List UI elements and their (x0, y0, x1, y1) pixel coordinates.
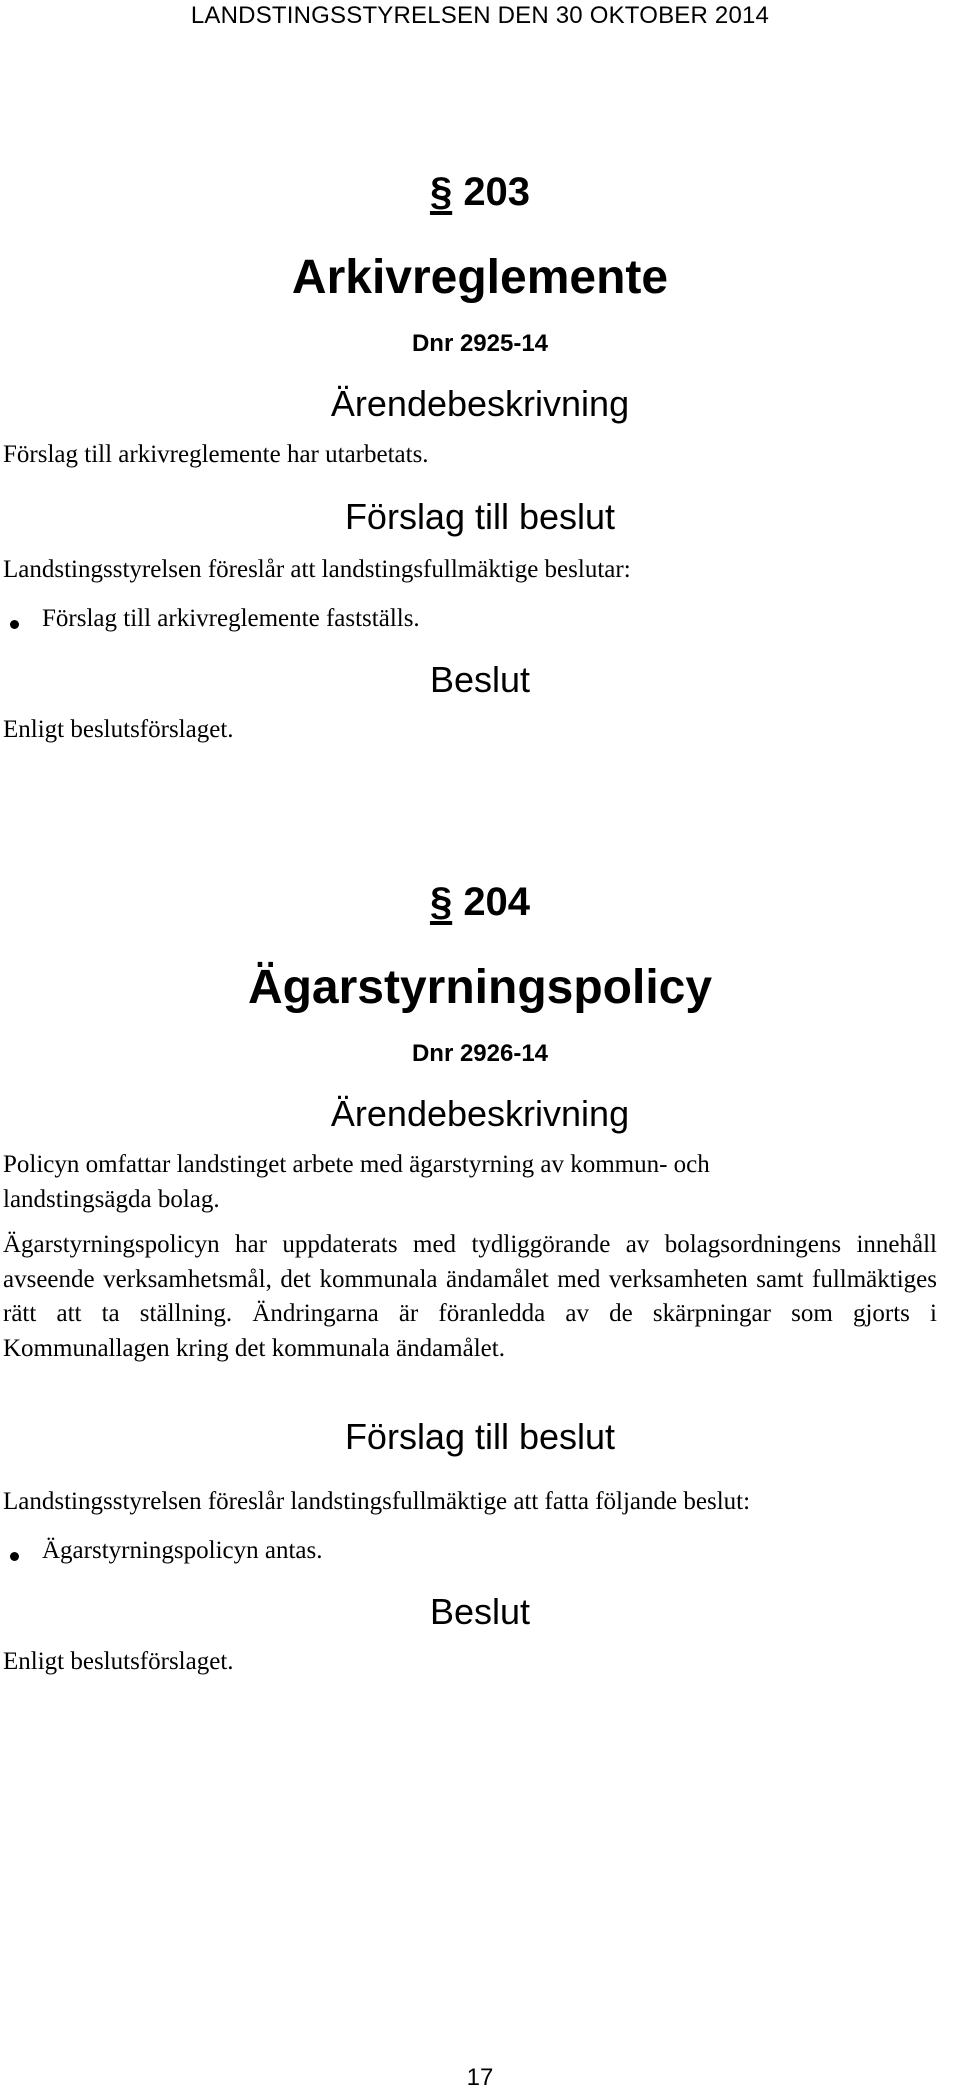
page-header: LANDSTINGSSTYRELSEN DEN 30 OKTOBER 2014 (190, 2, 770, 29)
section-204-description-line-2: landstingsägda bolag. (3, 1186, 220, 1213)
paragraph-symbol: § (429, 880, 453, 924)
section-204-decision: Enligt beslutsförslaget. (3, 1648, 234, 1675)
section-204-number (0, 880, 960, 925)
section-204-description-line-1: Policyn omfattar landstinget arbete med ägarstyrning av kommun- och (3, 1151, 710, 1178)
section-203-dnr: Dnr 2925-14 (411, 330, 549, 357)
section-204-decision-heading: Beslut (429, 1591, 531, 1632)
section-204-title: Ägarstyrningspolicy (247, 961, 713, 1014)
section-203-proposal-heading: Förslag till beslut (344, 496, 616, 537)
section-203-description: Förslag till arkivreglemente har utarbetats. (3, 441, 429, 468)
section-204-dnr: Dnr 2926-14 (411, 1040, 549, 1067)
section-204-proposal-intro: Landstingsstyrelsen föreslår landstingsfullmäktige att fatta följande beslut: (3, 1488, 751, 1515)
section-203-decision: Enligt beslutsförslaget. (3, 716, 234, 743)
page-number: 17 (466, 2064, 494, 2091)
section-203-proposal-intro: Landstingsstyrelsen föreslår att landstingsfullmäktige beslutar: (3, 556, 631, 583)
section-203-proposal-bullet: Förslag till arkivreglemente fastställs. (42, 605, 420, 632)
section-203-title: Arkivreglemente (291, 251, 669, 304)
section-204-proposal-bullet: Ägarstyrningspolicyn antas. (42, 1537, 323, 1564)
section-204-description-heading: Ärendebeskrivning (330, 1093, 630, 1134)
section-203-description-heading: Ärendebeskrivning (330, 383, 630, 424)
bullet-icon (10, 1552, 19, 1561)
section-204-proposal-heading: Förslag till beslut (344, 1416, 616, 1457)
section-203-decision-heading: Beslut (429, 659, 531, 700)
section-number: 203 (463, 170, 531, 214)
paragraph-symbol: § (429, 170, 453, 214)
section-203-number (0, 170, 960, 215)
bullet-icon (10, 620, 19, 629)
section-number: 204 (463, 880, 531, 924)
section-204-description-paragraph: Ägarstyrningspolicyn har uppdaterats med tydliggörande av bolagsordningens innehåll avseende verksamhetsmål, det kommunala ändamålet med verksamheten samt fullmäktiges rätt att ta ställning. Ändringarna är föranledda av de skärpningar som gjorts i Kommunallagen kring det kommunala ändamålet. (3, 1231, 937, 1362)
